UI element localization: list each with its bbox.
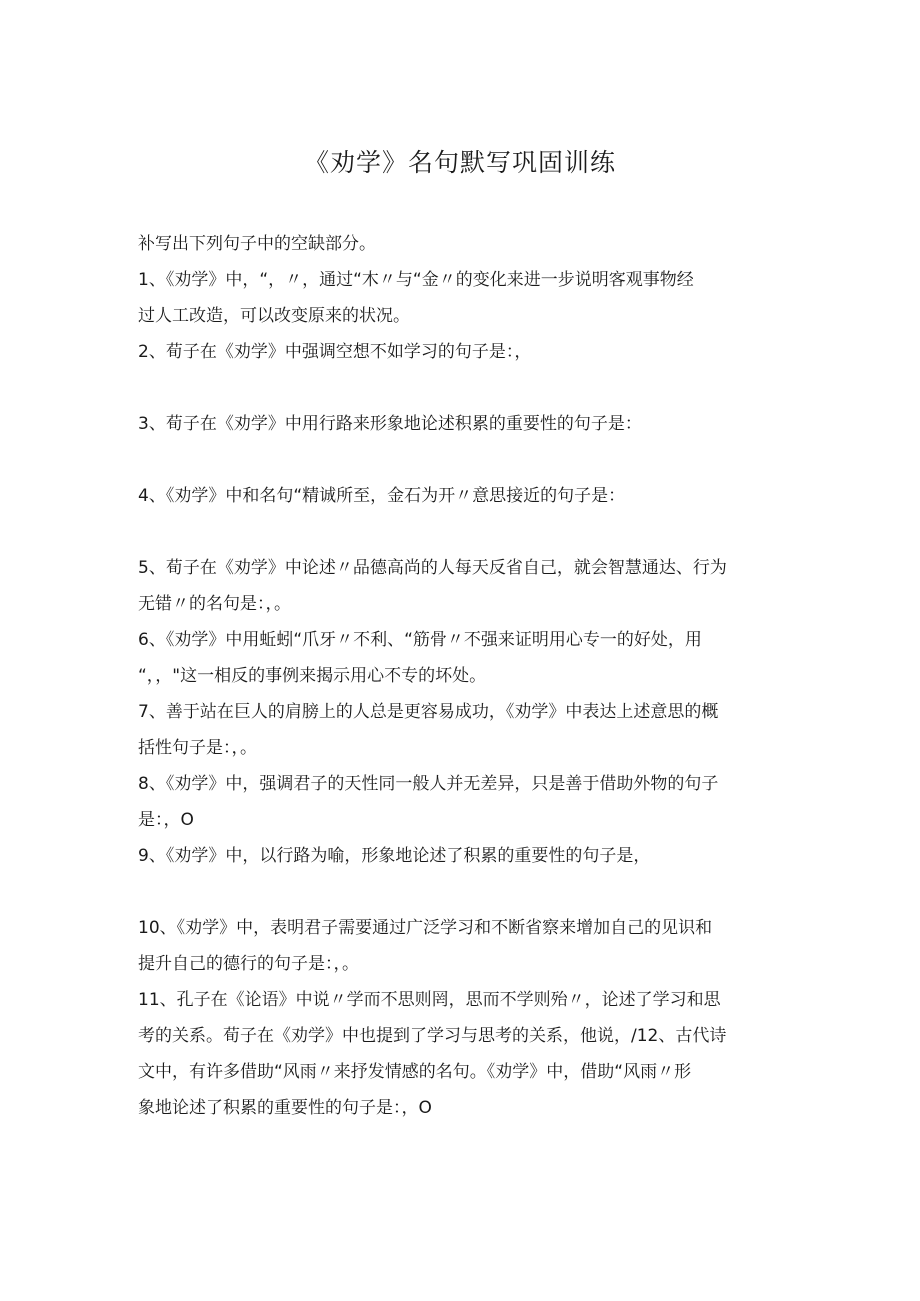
answer-gap (138, 442, 778, 478)
question-line: 2、荀子在《劝学》中强调空想不如学习的句子是：， (138, 342, 532, 362)
question-line: 11、孔子在《论语》中说〃学而不思则罔，思而不学则殆〃，论述了学习和思 (138, 990, 721, 1010)
question-line: 4、《劝学》中和名句“精诚所至，金石为开〃意思接近的句子是： (138, 486, 626, 506)
document-body (138, 226, 778, 1126)
question-line: 8、《劝学》中，强调君子的天性同一般人并无差异，只是善于借助外物的句子 (138, 774, 719, 794)
question-line: 考的关系。荀子在《劝学》中也提到了学习与思考的关系，他说，/12、古代诗 (138, 1026, 727, 1046)
question-line: 是：，O (138, 810, 194, 830)
question-line: 7、善于站在巨人的肩膀上的人总是更容易成功，《劝学》中表达上述意思的概 (138, 702, 719, 722)
question-line: 括性句子是：，。 (138, 738, 257, 758)
question-line: 9、《劝学》中，以行路为喻，形象地论述了积累的重要性的句子是， (138, 846, 651, 866)
question-line: 3、荀子在《劝学》中用行路来形象地论述积累的重要性的句子是： (138, 414, 642, 434)
instruction-text: 补写出下列句子中的空缺部分。 (138, 234, 376, 254)
question-line: 过人工改造，可以改变原来的状况。 (138, 306, 410, 326)
question-line: 文中，有许多借助“风雨〃来抒发情感的名句。《劝学》中，借助“风雨〃形 (138, 1062, 692, 1082)
answer-gap (138, 370, 778, 406)
answer-gap (138, 514, 778, 550)
question-line: 无错〃的名句是：，。 (138, 594, 291, 614)
answer-gap (138, 874, 778, 910)
question-line: 5、荀子在《劝学》中论述〃品德高尚的人每天反省自己，就会智慧通达、行为 (138, 558, 727, 578)
question-line: 10、《劝学》中，表明君子需要通过广泛学习和不断省察来增加自己的见识和 (138, 918, 713, 938)
question-line: 1、《劝学》中，“，〃，通过“木〃与“金〃的变化来进一步说明客观事物经 (138, 270, 694, 290)
question-line: “，，"这一相反的事例来揭示用心不专的坏处。 (138, 666, 487, 686)
question-line: 提升自己的德行的句子是：，。 (138, 954, 359, 974)
question-line: 象地论述了积累的重要性的句子是：，O (138, 1098, 432, 1118)
page-title: 《劝学》名句默写巩固训练 (303, 148, 616, 177)
question-line: 6、《劝学》中用蚯蚓“爪牙〃不利、“筋骨〃不强来证明用心专一的好处，用 (138, 630, 702, 650)
